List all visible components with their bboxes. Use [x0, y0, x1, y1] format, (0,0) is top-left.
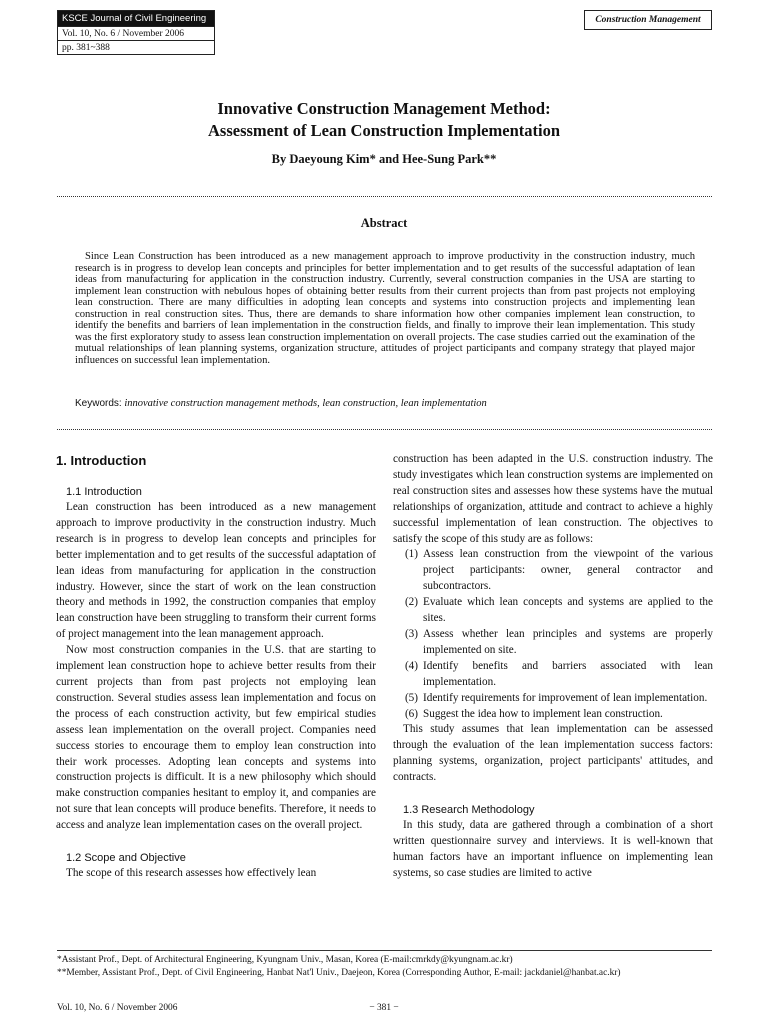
paper-authors: By Daeyoung Kim* and Hee-Sung Park** — [271, 152, 497, 166]
page-number: − 381 − — [369, 1003, 399, 1013]
list-item: (6) Suggest the idea how to implement lean construction. — [404, 707, 663, 720]
keywords-text: innovative construction management methods, lean construction, lean implementation — [124, 398, 487, 409]
objectives-list — [393, 547, 713, 722]
list-item: (4) Identify benefits and barriers associated with lean implementation. — [404, 659, 713, 688]
abstract-text: Since Lean Construction has been introduced as a new management approach to improve productivity in the construction industry, much research is in progress to develop lean concepts and principles for better implementation and to get results of the successful adaptation of lean ideas from manufacturing for application in the construction industry. Currently, several construction companies in the USA are starting to implement lean construction with nebulous hopes of obtaining better results from their current projects than from past projects not employing lean construction. There are many difficulties in adopting lean concepts and systems into construction projects and implementing lean construction in real construction sites. Thus, there are demands to share information how other companies implement lean construction, to identify the benefits and barriers of lean implementation in the construction fields, and finally to improve their lean implementation. This study was the first exploratory study to assess lean construction implementation on overall projects. The case studies carried out the examination of the mutual relationships of lean planning systems, organization structure, attitudes of project participants and company strategy that played major influences on successful lean implementation. — [75, 251, 695, 366]
list-item: (5) Identify requirements for improvement of lean implementation. — [404, 691, 708, 704]
body-column-right — [393, 452, 713, 882]
paragraph: This study assumes that lean implementation can be assessed through the evaluation of the lean implementation success factors: planning systems, organization, project participants' attitudes, and contracts. — [393, 723, 713, 784]
footnote-rule — [57, 950, 712, 951]
paragraph: The scope of this research assesses how effectively lean — [66, 867, 317, 880]
section-tag: Construction Management — [584, 10, 712, 30]
divider-bottom — [57, 429, 712, 430]
paragraph: In this study, data are gathered through a combination of a short written questionnaire survey and interviews. It is well-known that human factors have an important influence on implementing lean systems, so case studies are limited to active — [393, 819, 713, 879]
footer-volume: Vol. 10, No. 6 / November 2006 — [57, 1003, 178, 1013]
abstract-heading: Abstract — [360, 216, 408, 230]
section-heading-introduction: 1. Introduction — [56, 453, 147, 468]
subsection-heading-1-3: 1.3 Research Methodology — [403, 804, 535, 817]
journal-volume: Vol. 10, No. 6 / November 2006 — [58, 26, 214, 40]
paper-title-line-1: Innovative Construction Management Method: — [217, 99, 551, 118]
journal-pages: pp. 381~388 — [58, 40, 214, 54]
footnote-author-2: **Member, Assistant Prof., Dept. of Civil Engineering, Hanbat Nat'l Univ., Daejeon, Korea (Corresponding Author, E-mail: jackdaniel@hanbat.ac.kr) — [57, 968, 621, 978]
subsection-heading-1-1: 1.1 Introduction — [66, 486, 142, 498]
journal-name: KSCE Journal of Civil Engineering — [58, 11, 214, 26]
list-item: (2) Evaluate which lean concepts and systems are applied to the sites. — [404, 596, 713, 625]
paragraph: construction has been adapted in the U.S. construction industry. The study investigates which lean construction systems are implemented on real construction sites and assesses how these systems have the mutual relationships of organization, attitude and contract to achieve a highly successful implementation of lean construction. The objectives to satisfy the scope of this study are as follows: — [393, 453, 713, 545]
footnote-author-1: *Assistant Prof., Dept. of Architectural Engineering, Kyungnam Univ., Masan, Korea (E-mail:cmrkdy@kyungnam.ac.kr) — [57, 955, 513, 965]
list-item: (3) Assess whether lean principles and systems are properly implemented on site. — [404, 627, 713, 656]
list-item: (1) Assess lean construction from the viewpoint of the various project participants: owner, general contractor and subcontractors. — [404, 548, 713, 593]
paragraph: Lean construction has been introduced as a new management approach to improve productivity in the construction industry. Much research is in progress to develop lean concepts and principles for better implementation and to get results of the successful adaptation of lean ideas from manufacturing for application in the construction industry. However, since the start of work on the lean construction theory and methods in 1992, the construction companies that employ lean construction have been struggling to transform their current forms of project management into the lean management approach. — [56, 501, 376, 641]
divider-top — [57, 196, 712, 197]
keywords-label: Keywords: — [75, 398, 122, 409]
body-column-left — [56, 452, 376, 882]
journal-info-box — [57, 10, 215, 55]
keywords-line — [75, 398, 487, 409]
paper-title-line-2: Assessment of Lean Construction Implementation — [208, 121, 560, 140]
subsection-heading-1-2: 1.2 Scope and Objective — [66, 852, 186, 865]
paragraph: Now most construction companies in the U.S. that are starting to implement lean construction hope to achieve better results from their current projects than from past projects not employing lean construction. Several studies assess lean implementation and focus on the process of each construction activity, but few empirical studies assess lean implementation on the overall project. Companies need success stories to encourage them to employ lean construction into their work processes. Adopting lean concepts and systems into construction projects is difficult. It is a new philosophy which should make construction companies hesitant to employ it, and companies are not sure that lean concepts will produce benefits. Therefore, it needs to access and analyze lean implementation cases on the overall project. — [56, 644, 376, 832]
